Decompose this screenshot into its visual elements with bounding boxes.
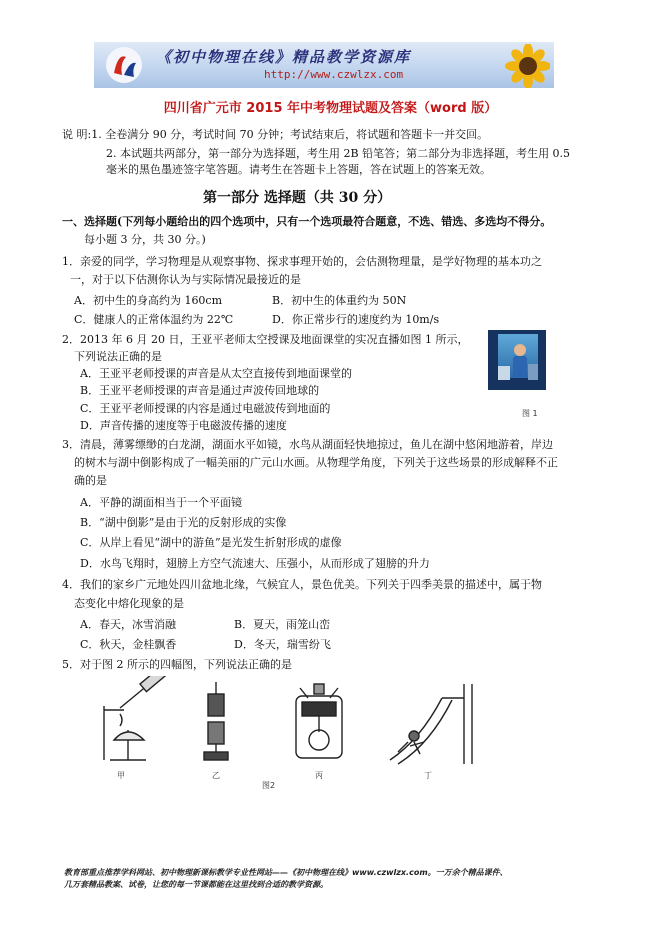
q1-option-a: A．初中生的身高约为 160cm <box>74 294 223 307</box>
header-banner <box>94 42 554 88</box>
figure2-label-bing: 丙 <box>315 771 323 780</box>
q1-stem-1: 1．亲爱的同学，学习物理是从观察事物、探求事理开始的，会估测物理量，是学好物理的基本功之 <box>62 255 542 268</box>
q2-option-a: A．王亚平老师授课的声音是从太空直接传到地面课堂的 <box>80 367 352 380</box>
instructions-line-3: 毫米的黑色墨迹签字笔答题。请考生在答题卡上答题，答在试题上的答案无效。 <box>106 163 491 176</box>
instructions-line-2: 2. 本试题共两部分，第一部分为选择题，考生用 2B 铅笔答；第二部分为非选择题，考生用 0.5 <box>106 147 571 160</box>
q1-option-b: B．初中生的体重约为 50N <box>272 294 407 307</box>
instructions-line-1: 说 明:1. 全卷满分 90 分，考试时间 70 分钟；考试结束后，将试题和答题卡一并交回。 <box>62 128 489 141</box>
astronaut-icon <box>498 338 538 386</box>
q4-option-c: C．秋天，金桂飘香 <box>80 638 177 651</box>
figure2-label-jia: 甲 <box>117 771 125 780</box>
site-logo-icon <box>104 45 144 85</box>
q2-stem-2: 下列说法正确的是 <box>74 350 162 363</box>
q4-option-b: B．夏天，雨笼山峦 <box>234 618 331 631</box>
q3-stem-2: 的树木与湖中倒影构成了一幅美丽的广元山水画。从物理学角度，下列关于这些场景的形成解释不正 <box>74 456 558 469</box>
q4-option-d: D．冬天，瑞雪纷飞 <box>234 638 331 651</box>
section1-line-1: 一、选择题(下列每小题给出的四个选项中，只有一个选项最符合题意，不选、错选、多选均不得分。 <box>62 215 552 228</box>
figure2-yi-drawing <box>204 682 228 760</box>
q5-stem: 5．对于图 2 所示的四幅图，下列说法正确的是 <box>62 658 292 671</box>
q3-stem-3: 确的是 <box>74 474 107 487</box>
q3-option-a: A．平静的湖面相当于一个平面镜 <box>80 496 242 509</box>
q3-option-c: C．从岸上看见“湖中的游鱼”是光发生折射形成的虚像 <box>80 536 342 549</box>
figure2-jia-drawing <box>104 676 169 760</box>
figure2-illustrations <box>90 676 490 772</box>
section1-line-2: 每小题 3 分，共 30 分。) <box>84 233 206 246</box>
figure2-label-ding: 丁 <box>424 771 432 780</box>
q2-stem-1: 2．2013 年 6 月 20 日，王亚平老师太空授课及地面课堂的实况直播如图 1 所示， <box>62 333 469 346</box>
figure2-label: 图2 <box>262 781 276 790</box>
q2-option-c: C．王亚平老师授课的内容是通过电磁波传到地面的 <box>80 402 331 415</box>
q3-option-d: D．水鸟飞翔时，翅膀上方空气流速大、压强小，从而形成了翅膀的升力 <box>80 557 430 570</box>
q4-option-a: A．春天，冰雪消融 <box>80 618 176 631</box>
q4-stem-1: 4．我们的家乡广元地处四川盆地北缘，气候宜人，景色优美。下列关于四季美景的描述中，属于物 <box>62 578 542 591</box>
q2-option-b: B．王亚平老师授课的声音是通过声波传回地球的 <box>80 384 320 397</box>
banner-url: http://www.czwlzx.com <box>264 68 404 81</box>
figure2-label-yi: 乙 <box>212 771 220 780</box>
figure1-label: 图 1 <box>522 409 538 418</box>
figure1-photo <box>488 330 546 390</box>
sunflower-icon <box>494 44 550 88</box>
q2-option-d: D．声音传播的速度等于电磁波传播的速度 <box>80 419 287 432</box>
figure2-bing-drawing <box>296 684 342 758</box>
q3-stem-1: 3．清晨，薄雾缥缈的白龙湖，湖面水平如镜，水鸟从湖面轻快地掠过，鱼儿在湖中悠闲地游着，岸边 <box>62 438 553 451</box>
q3-option-b: B．“湖中倒影”是由于光的反射形成的实像 <box>80 516 287 529</box>
part1-heading: 第一部分 选择题（共 30 分） <box>203 190 392 206</box>
q1-stem-2: 一，对于以下估测你认为与实际情况最接近的是 <box>70 273 301 286</box>
q1-option-c: C．健康人的正常体温约为 22℃ <box>74 313 234 326</box>
figure2-ding-drawing <box>390 684 472 764</box>
document-title: 四川省广元市 2015 年中考物理试题及答案（word 版） <box>163 101 498 116</box>
q4-stem-2: 态变化中熔化现象的是 <box>74 597 184 610</box>
footer-line-2: 几万套精品教案、试卷，让您的每一节课都能在这里找到合适的教学资源。 <box>64 880 328 889</box>
q1-option-d: D．你正常步行的速度约为 10m/s <box>272 313 440 326</box>
banner-title: 《初中物理在线》精品教学资源库 <box>156 48 412 66</box>
footer-line-1: 教育部重点推荐学科网站、初中物理新课标教学专业性网站——《初中物理在线》www.czwlzx.com。一万余个精品课件、 <box>64 868 508 877</box>
